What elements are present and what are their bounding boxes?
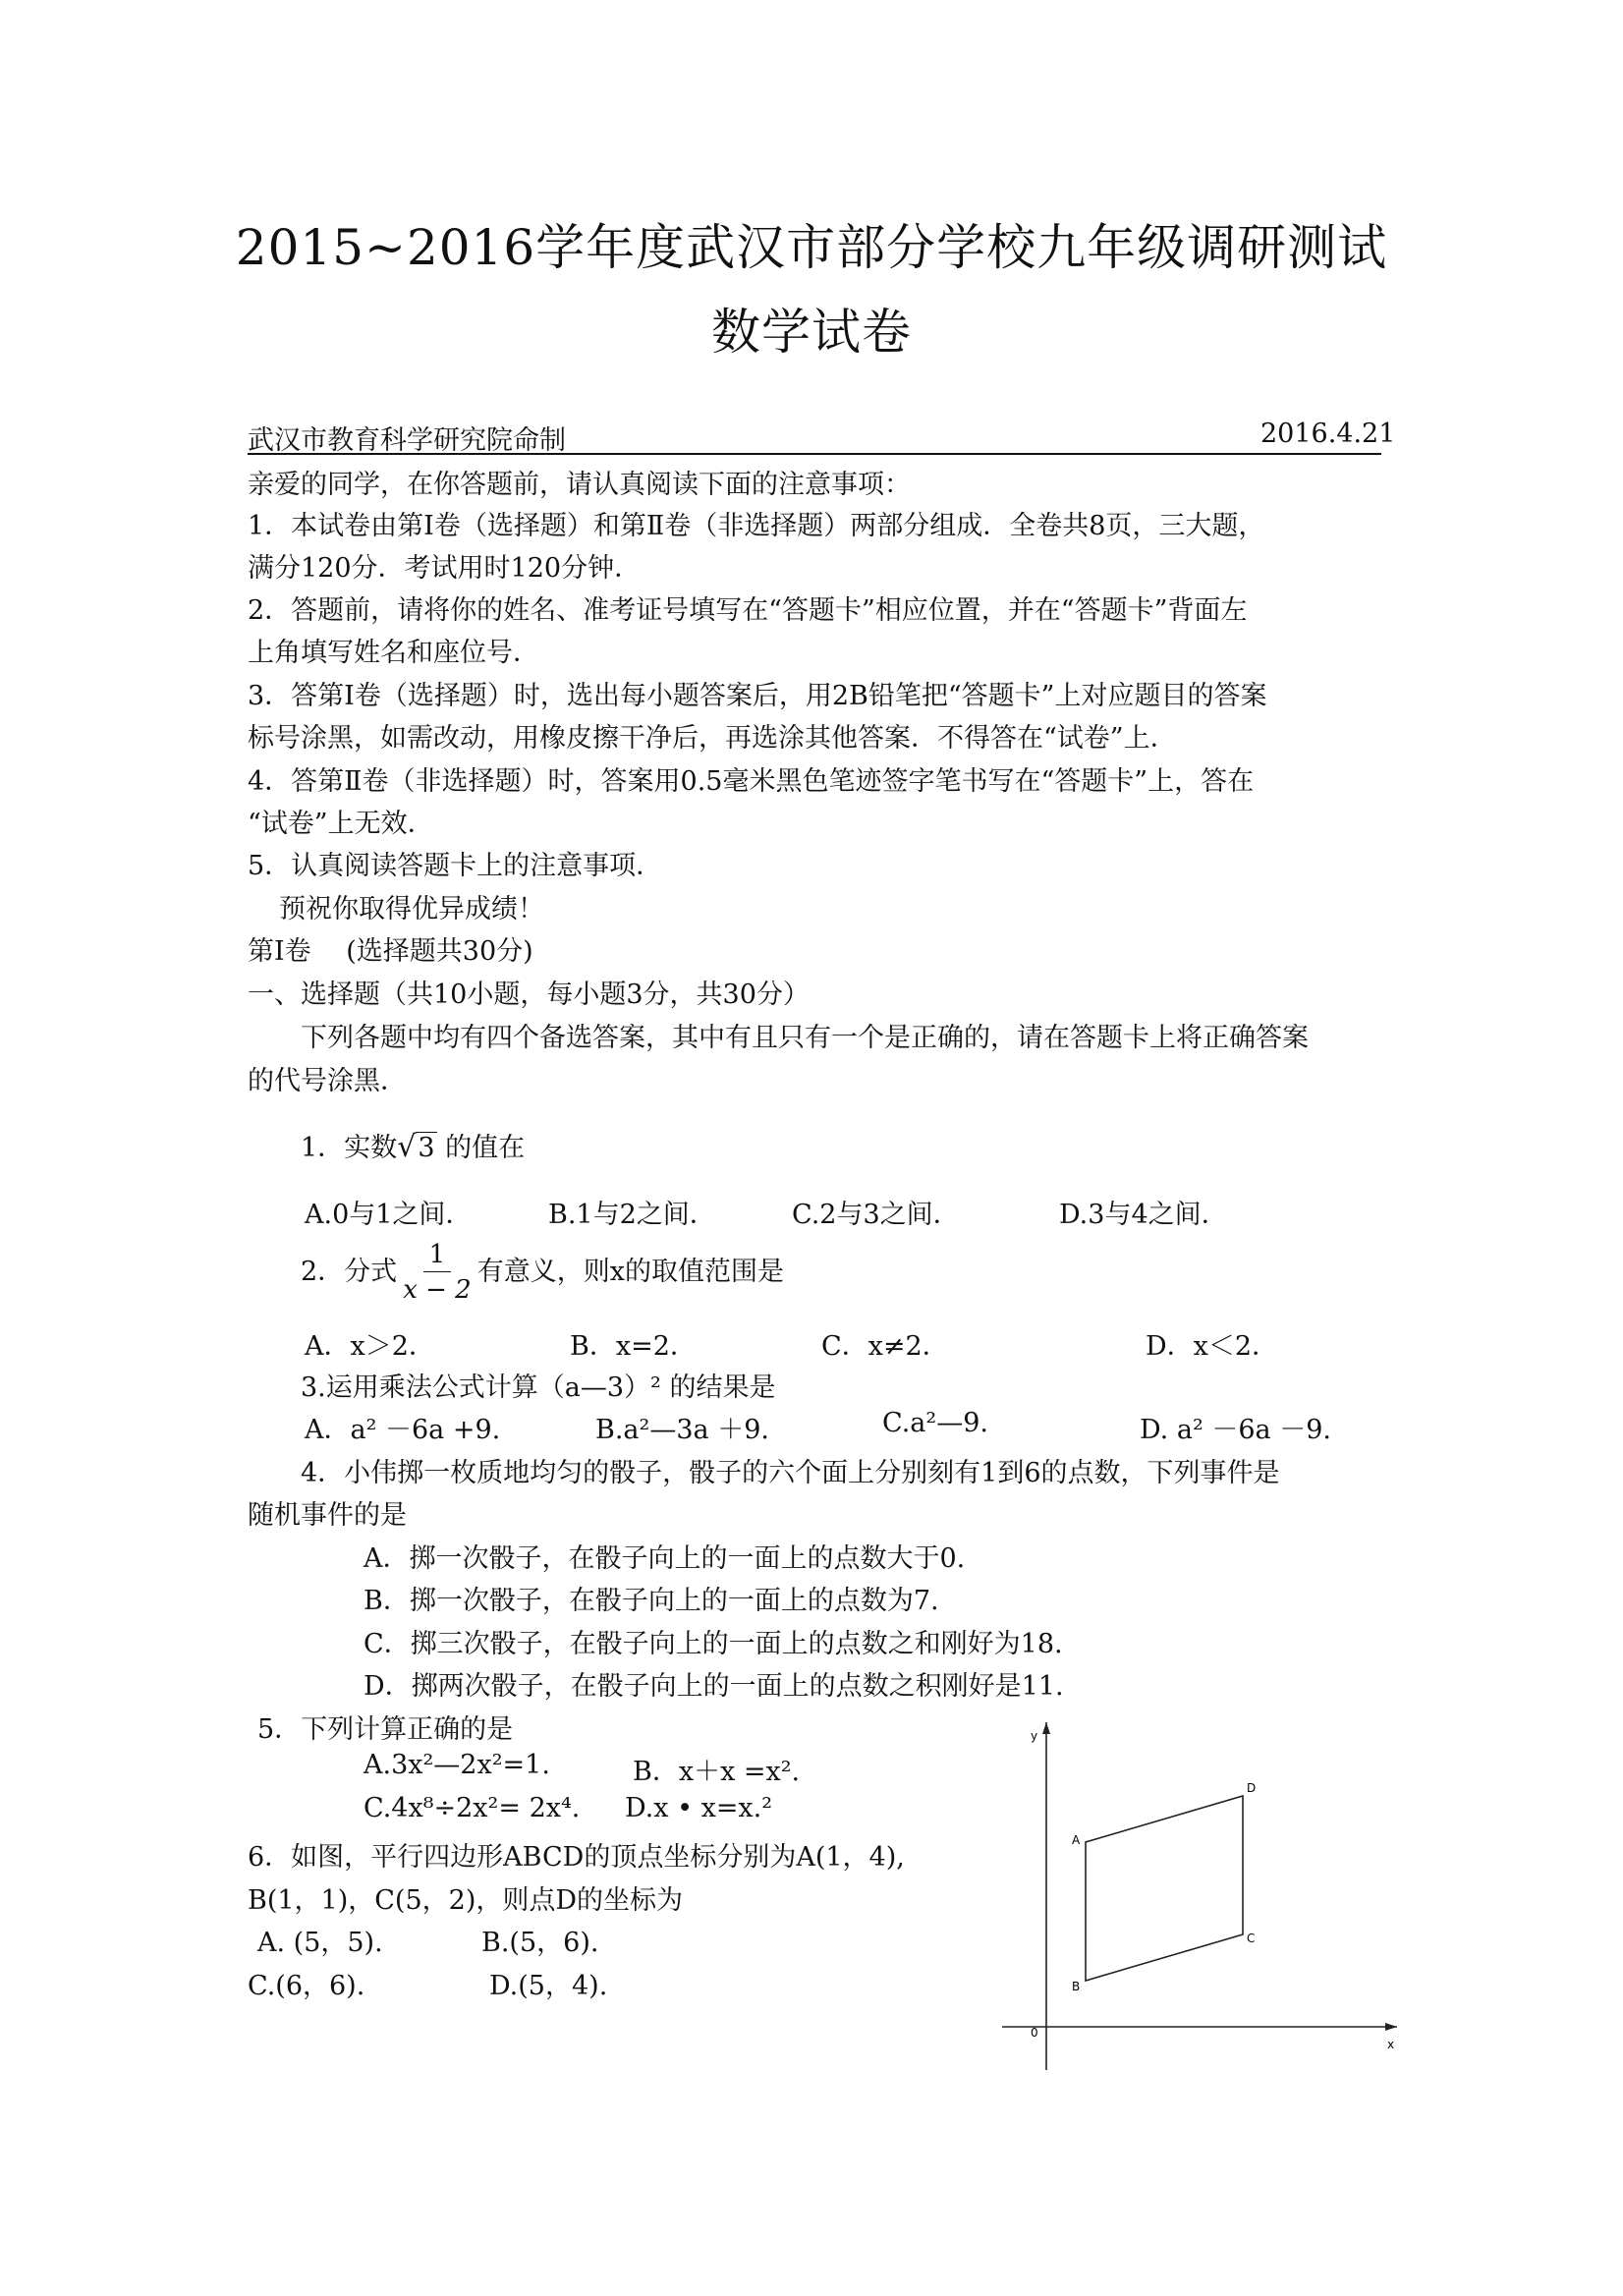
y-axis-label: y bbox=[1031, 1729, 1038, 1743]
option-a: A．掷一次骰子，在骰子向上的一面上的点数大于0. bbox=[364, 1543, 966, 1574]
section-instructions: 下列各题中均有四个备选答案，其中有且只有一个是正确的，请在答题卡上将正确答案 bbox=[301, 1023, 1309, 1053]
notice-item: 3．答第Ⅰ卷（选择题）时，选出每小题答案后，用2B铅笔把“答题卡”上对应题目的答案 bbox=[248, 681, 1267, 711]
radical-sign: √ bbox=[397, 1130, 417, 1164]
y-axis-arrow bbox=[1042, 1722, 1050, 1734]
option-a: A．x＞2． bbox=[305, 1331, 435, 1362]
notice-item: 5．认真阅读答题卡上的注意事项． bbox=[248, 851, 663, 881]
part-heading: 一、选择题（共10小题，每小题3分，共30分） bbox=[248, 980, 810, 1010]
option-c: C.(6，6). bbox=[248, 1971, 365, 2001]
option-d: D.3与4之间． bbox=[1059, 1200, 1228, 1230]
parallelogram-figure bbox=[992, 1714, 1405, 2078]
vertex-label-a: A bbox=[1072, 1833, 1081, 1847]
question-4-stem: 4．小伟掷一枚质地均匀的骰子，骰子的六个面上分别刻有1到6的点数，下列事件是 bbox=[301, 1458, 1280, 1488]
notice-item: “试卷”上无效． bbox=[248, 809, 434, 839]
option-c: C.4x⁸÷2x²= 2x⁴. bbox=[364, 1793, 581, 1823]
fraction-denominator: x − 2 bbox=[403, 1275, 472, 1305]
option-a: A. (5，5). bbox=[257, 1928, 383, 1958]
question-1-stem bbox=[301, 1126, 525, 1164]
option-b: B.1与2之间． bbox=[548, 1200, 716, 1230]
exam-subtitle: 数学试卷 bbox=[711, 304, 912, 361]
option-d: D. a² －6a －9. bbox=[1140, 1415, 1331, 1445]
option-b: B.(5，6). bbox=[481, 1928, 599, 1958]
notice-intro: 亲爱的同学，在你答题前，请认真阅读下面的注意事项： bbox=[248, 470, 911, 500]
section-heading: 第Ⅰ卷 (选择题共30分) bbox=[248, 936, 533, 967]
option-b: B．x＋x =x². bbox=[633, 1757, 801, 1787]
option-b: B．x=2． bbox=[570, 1331, 697, 1362]
option-c: C．x≠2． bbox=[821, 1331, 949, 1362]
option-c: C．掷三次骰子，在骰子向上的一面上的点数之和刚好为18. bbox=[364, 1629, 1063, 1659]
notice-item: 上角填写姓名和座位号． bbox=[248, 638, 539, 668]
option-d: D.x • x=x.² bbox=[625, 1793, 773, 1823]
x-axis-arrow bbox=[1385, 2023, 1397, 2031]
option-c: C.2与3之间． bbox=[792, 1200, 960, 1230]
option-a: A．a² －6a +9. bbox=[305, 1415, 501, 1445]
option-d: D．x＜2． bbox=[1146, 1331, 1279, 1362]
vertex-label-c: C bbox=[1247, 1932, 1256, 1945]
notice-item: 标号涂黑，如需改动，用橡皮擦干净后，再选涂其他答案．不得答在“试卷”上． bbox=[248, 723, 1177, 754]
header-rule bbox=[248, 453, 1381, 455]
fraction-numerator: 1 bbox=[423, 1238, 452, 1272]
question-1-suffix: 的值在 bbox=[445, 1133, 526, 1163]
section-instructions: 的代号涂黑． bbox=[248, 1066, 407, 1096]
parallelogram-abcd bbox=[1086, 1796, 1243, 1981]
question-2-prefix: 2．分式 bbox=[301, 1257, 398, 1287]
x-axis-label: x bbox=[1387, 2038, 1395, 2051]
notice-item: 1．本试卷由第Ⅰ卷（选择题）和第Ⅱ卷（非选择题）两部分组成．全卷共8页，三大题， bbox=[248, 511, 1265, 541]
fraction bbox=[403, 1238, 472, 1308]
option-d: D．掷两次骰子，在骰子向上的一面上的点数之积刚好是11. bbox=[364, 1671, 1064, 1702]
option-b: B.a²—3a ＋9. bbox=[595, 1415, 769, 1445]
question-1-prefix: 1．实数 bbox=[301, 1133, 398, 1163]
notice-wish: 预祝你取得优异成绩！ bbox=[279, 894, 544, 924]
option-a: A.3x²—2x²=1. bbox=[364, 1750, 550, 1780]
exam-title: 2015~2016学年度武汉市部分学校九年级调研测试 bbox=[235, 219, 1388, 276]
issue-date: 2016.4.21 bbox=[1260, 419, 1396, 449]
notice-item: 4．答第Ⅱ卷（非选择题）时，答案用0.5毫米黑色笔迹签字笔书写在“答题卡”上，答在 bbox=[248, 766, 1255, 797]
radicand: 3 bbox=[418, 1133, 435, 1163]
question-4-stem-cont: 随机事件的是 bbox=[248, 1500, 407, 1531]
question-5-stem: 5．下列计算正确的是 bbox=[257, 1714, 514, 1745]
notice-item: 满分120分．考试用时120分钟． bbox=[248, 553, 642, 584]
vertex-label-b: B bbox=[1072, 1980, 1081, 1993]
option-b: B．掷一次骰子，在骰子向上的一面上的点数为7. bbox=[364, 1586, 939, 1616]
question-2-suffix: 有意义，则x的取值范围是 bbox=[476, 1257, 784, 1287]
origin-label: 0 bbox=[1031, 2026, 1038, 2040]
question-3-stem: 3.运用乘法公式计算（a—3）² 的结果是 bbox=[301, 1372, 776, 1403]
issuer-label: 武汉市教育科学研究院命制 bbox=[248, 425, 566, 456]
question-6-stem: 6．如图，平行四边形ABCD的顶点坐标分别为A(1，4), bbox=[248, 1842, 905, 1873]
vertex-label-d: D bbox=[1247, 1781, 1257, 1795]
question-2-stem bbox=[301, 1238, 784, 1308]
question-6-stem-cont: B(1，1)，C(5，2)，则点D的坐标为 bbox=[248, 1885, 683, 1916]
notice-item: 2．答题前，请将你的姓名、准考证号填写在“答题卡”相应位置，并在“答题卡”背面左 bbox=[248, 595, 1248, 626]
option-d: D.(5，4). bbox=[489, 1971, 608, 2001]
option-a: A.0与1之间． bbox=[305, 1200, 473, 1230]
option-c: C.a²—9. bbox=[882, 1408, 988, 1438]
